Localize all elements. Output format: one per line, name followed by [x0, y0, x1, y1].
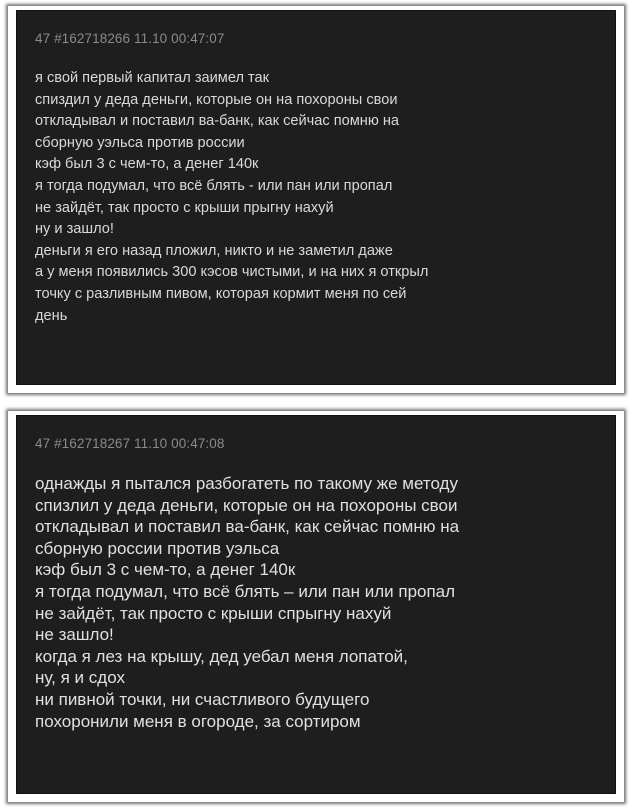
post-header-2: 47 #162718267 11.10 00:47:08 — [35, 436, 225, 451]
post-header-1: 47 #162718266 11.10 00:47:07 — [35, 31, 225, 46]
post-line: я тогда подумал, что всё блять - или пан или пропал — [35, 177, 393, 194]
post-line: ну, я и сдох — [35, 668, 125, 688]
post-screen-1 — [16, 10, 616, 385]
post-line: точку с разливным пивом, которая кормит меня по сей — [35, 285, 407, 302]
post-screen-2 — [16, 415, 616, 794]
post-body-1 — [35, 68, 597, 327]
post-line: не зайдёт, так просто с крыши прыгну нахуй — [35, 199, 334, 216]
post-line: похоронили меня в огороде, за сортиром — [35, 711, 361, 731]
post-line: ни пивной точки, ни счастливого будущего — [35, 689, 370, 709]
post-line: кэф был 3 с чем-то, а денег 140к — [35, 560, 296, 580]
post-line: когда я лез на крышу, дед уебал меня лопатой, — [35, 646, 408, 666]
post-line: спизлил у деда деньги, которые он на похороны свои — [35, 495, 458, 515]
post-line: откладывал и поставил ва-банк, как сейчас помню на — [35, 517, 460, 537]
post-line: деньги я его назад пложил, никто и не заметил даже — [35, 242, 393, 259]
post-card-1 — [8, 6, 624, 393]
post-line: сборную уэльса против россии — [35, 134, 245, 151]
post-line: однажды я пытался разбогатеть по такому же методу — [35, 474, 458, 493]
post-body-2 — [35, 473, 597, 732]
post-line: не зашло! — [35, 625, 114, 645]
post-card-2 — [8, 411, 624, 802]
post-line: кэф был 3 с чем-то, а денег 140к — [35, 156, 259, 173]
post-line: не зайдёт, так просто с крыши спрыгну нахуй — [35, 603, 392, 623]
post-line: откладывал и поставил ва-банк, как сейчас помню на — [35, 113, 400, 130]
post-line: я тогда подумал, что всё блять – или пан или пропал — [35, 581, 456, 601]
post-line: сборную россии против уэльса — [35, 538, 280, 558]
post-line: день — [35, 307, 68, 324]
post-line: я свой первый капитал заимел так — [35, 70, 270, 86]
post-line: ну и зашло! — [35, 221, 114, 238]
post-line: спиздил у деда деньги, которые он на похороны свои — [35, 91, 398, 108]
post-line: а у меня появились 300 кэсов чистыми, и на них я открыл — [35, 264, 429, 281]
